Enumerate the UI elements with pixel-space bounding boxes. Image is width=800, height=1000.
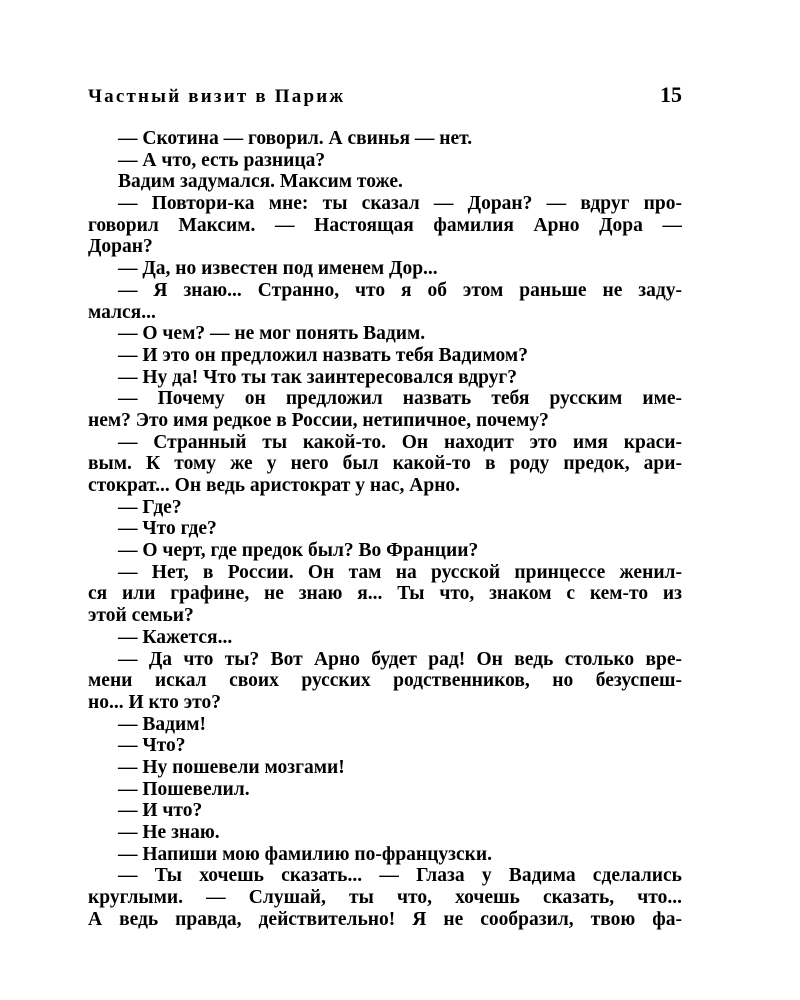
- text-line: нем? Это имя редкое в России, нетипичное, почему?: [88, 409, 549, 431]
- text-line: — Скотина — говорил. А свинья — нет.: [118, 128, 473, 149]
- text-line: мался...: [88, 301, 156, 323]
- text-line: — Ты хочешь сказать... — Глаза у Вадима сделались: [118, 865, 682, 887]
- text-line: — Вадим!: [118, 713, 207, 735]
- running-title: Частный визит в Париж: [88, 86, 346, 107]
- text-line: круглыми. — Слушай, ты что, хочешь сказать, что...: [88, 887, 682, 909]
- text-line: мени искал своих русских родственников, но безуспеш-: [88, 670, 682, 692]
- text-line: вым. К тому же у него был какой-то в роду предок, ари-: [88, 453, 682, 475]
- text-line: — О чем? — не мог понять Вадим.: [118, 323, 426, 345]
- text-line: говорил Максим. — Настоящая фамилия Арно Дора —: [88, 214, 682, 236]
- text-line: ся или графине, не знаю я... Ты что, знаком с кем-то из: [88, 583, 682, 605]
- text-line: А ведь правда, действительно! Я не сообразил, твою фа-: [88, 908, 682, 930]
- text-line: — Повтори-ка мне: ты сказал — Доран? — вдруг про-: [118, 193, 682, 215]
- text-line: этой семьи?: [88, 605, 194, 627]
- text-line: — Что где?: [118, 518, 217, 540]
- text-line: — Ну да! Что ты так заинтересовался вдруг?: [118, 366, 518, 388]
- text-line: — Пошевелил.: [118, 778, 250, 800]
- text-line: — Что?: [118, 735, 186, 757]
- text-line: — Да что ты? Вот Арно будет рад! Он ведь столько вре-: [118, 648, 682, 670]
- text-line: — Ну пошевели мозгами!: [118, 756, 345, 778]
- text-line: — Напиши мою фамилию по-французски.: [118, 843, 492, 865]
- running-head: [88, 82, 682, 116]
- text-line: — Где?: [118, 496, 182, 518]
- page-number: 15: [660, 82, 682, 107]
- text-line: — Кажется...: [118, 626, 233, 648]
- text-line: стократ... Он ведь аристократ у нас, Арно.: [88, 475, 461, 496]
- body-text: [88, 128, 682, 930]
- text-line: — Странный ты какой-то. Он находит это имя краси-: [118, 431, 682, 453]
- text-line: — И что?: [118, 800, 203, 822]
- text-line: — А что, есть разница?: [118, 149, 326, 171]
- text-line: — Почему он предложил назвать тебя русским име-: [118, 388, 682, 410]
- text-line: но... И кто это?: [88, 691, 221, 713]
- text-line: — Да, но известен под именем Дор...: [118, 258, 438, 280]
- text-line: — О черт, где предок был? Во Франции?: [118, 540, 479, 562]
- text-line: — Я знаю... Странно, что я об этом раньше не заду-: [118, 279, 682, 301]
- text-line: — Не знаю.: [118, 822, 220, 843]
- text-line: Доран?: [88, 236, 153, 258]
- text-line: — И это он предложил назвать тебя Вадимом?: [118, 344, 528, 366]
- text-line: — Нет, в России. Он там на русской принцессе женил-: [118, 561, 682, 583]
- text-line: Вадим задумался. Максим тоже.: [118, 171, 403, 193]
